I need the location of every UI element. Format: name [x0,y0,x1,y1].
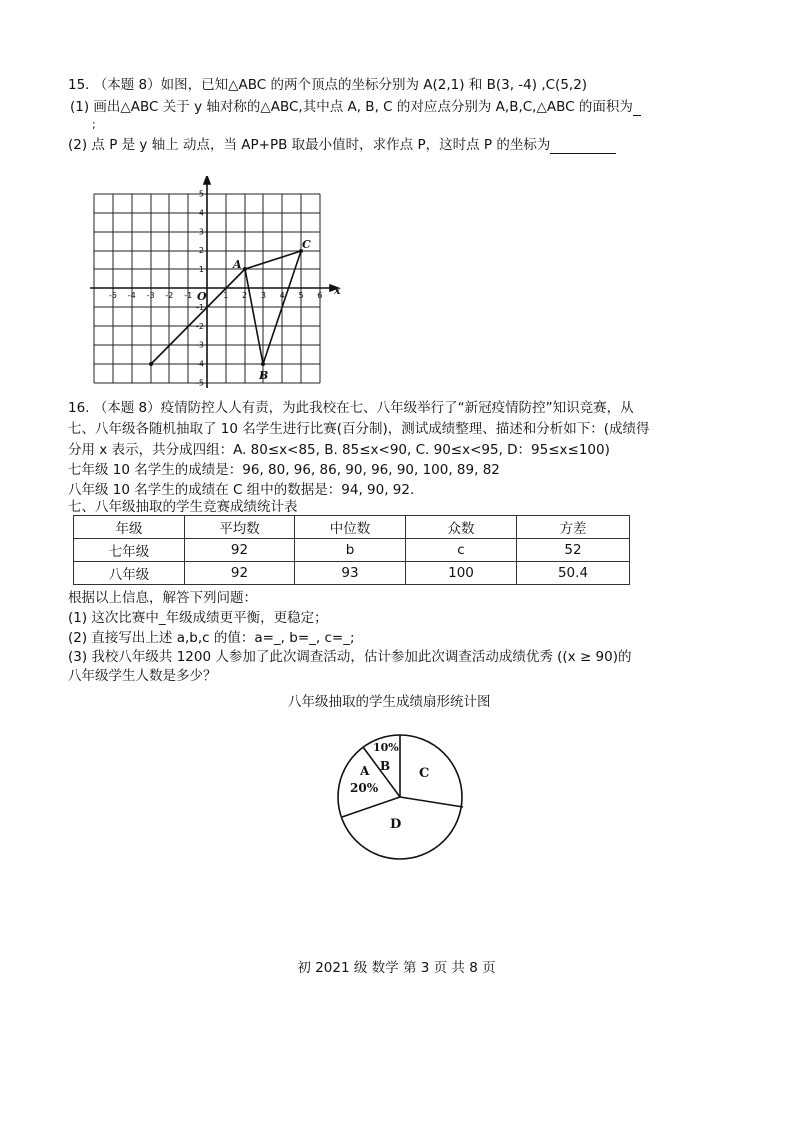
header-mode: 众数 [406,516,517,539]
label-c: C [302,238,311,251]
q15-part1-blank [633,101,641,116]
q15-part2 [68,136,616,154]
table-cell: 七年级 [74,539,185,562]
x-tick-label: 5 [298,291,304,300]
table-cell: 93 [295,562,406,585]
segment-ba [245,269,263,364]
table-row [74,539,630,562]
y-tick-label: 4 [198,208,204,218]
point-b [261,362,265,366]
header-mean: 平均数 [185,516,295,539]
point-a [243,267,247,271]
x-tick-label: -1 [184,291,193,300]
y-tick-label: -4 [196,359,204,369]
header-variance: 方差 [517,516,630,539]
y-tick-label: -5 [196,378,204,388]
x-tick-label: 3 [260,291,266,300]
label-b: B [259,369,269,382]
table-cell: 92 [185,539,295,562]
segment-ac [245,251,301,269]
table-cell: 100 [406,562,517,585]
q16-after5: 八年级学生人数是多少？ [68,668,217,684]
q15-part1-tail: ; [92,118,96,131]
q16-line2: 七、八年级各随机抽取了 10 名学生进行比赛(百分制)，测试成绩整理、描述和分析如下：(成绩得 [68,421,650,437]
table-header-row [74,516,630,539]
pie-label-b: B [380,759,391,773]
pie-label-c: C [419,766,430,781]
origin-label: O [197,290,207,303]
q16-after1: 根据以上信息，解答下列问题： [68,590,257,606]
q15-part1-text: (1) 画出△ABC 关于 y 轴对称的△ABC,其中点 A, B, C 的对应点分别为 A,B,C,△ABC 的面积为 [70,99,633,115]
x-tick-label: 2 [242,291,248,300]
pie-title: 八年级抽取的学生成绩扇形统计图 [288,694,491,710]
point-mirror [149,362,153,366]
y-tick-label: -3 [196,340,204,350]
x-tick-label: -3 [146,291,155,300]
q16-after4: (3) 我校八年级共 1200 人参加了此次调查活动，估计参加此次调查活动成绩优秀 ((x ≥ 90)的 [68,649,632,665]
q15-part1 [70,98,641,116]
x-tick-label: 4 [279,291,285,300]
q15-part2-blank [550,139,616,154]
q16-after2: (1) 这次比赛中_年级成绩更平衡，更稳定； [68,610,328,626]
score-stats-table [73,515,630,585]
q16-line5: 八年级 10 名学生的成绩在 C 组中的数据是：94, 90, 92. [68,482,415,498]
coordinate-grid-figure [88,176,344,390]
table-title: 七、八年级抽取的学生竞赛成绩统计表 [68,499,298,515]
pie-pct-b: 10% [373,741,399,754]
q15-stem: 15. （本题 8）如图，已知△ABC 的两个顶点的坐标分别为 A(2,1) 和 B(3, -4) ,C(5,2) [68,77,588,93]
x-tick-label: 1 [223,291,229,300]
table-cell: c [406,539,517,562]
q15-part2-text: (2) 点 P 是 y 轴上 动点，当 AP+PB 取最小值时，求作点 P，这时点 P 的坐标为 [68,137,551,153]
segment-a-to-mirror [151,269,248,364]
q16-line1: 16. （本题 8）疫情防控人人有责，为此我校在七、八年级举行了“新冠疫情防控”知识竞赛，从 [68,400,634,416]
y-tick-label: 1 [198,265,204,275]
q16-after3: (2) 直接写出上述 a,b,c 的值：a=_, b=_, c=_; [68,630,355,646]
y-tick-label: 5 [198,189,204,199]
table-cell: 50.4 [517,562,630,585]
y-tick-label: 3 [198,227,204,237]
pie-chart [330,727,470,867]
pie-label-a: A [360,764,370,778]
x-tick-label: -5 [109,291,117,300]
y-tick-label: -1 [196,302,204,312]
pie-label-d: D [390,817,402,832]
table-cell: 92 [185,562,295,585]
y-axis-arrow-icon [204,176,210,184]
table-cell: 八年级 [74,562,185,585]
x-axis-label: x [334,284,341,297]
y-tick-label: -2 [196,321,204,331]
x-tick-label: -2 [165,291,174,300]
q16-line4: 七年级 10 名学生的成绩是：96, 80, 96, 86, 90, 96, 90, 100, 89, 82 [68,462,500,478]
table-row [74,562,630,585]
x-tick-label: 6 [317,291,323,300]
q16-line3: 分用 x 表示，共分成四组：A. 80≤x<85, B. 85≤x<90, C. 90≤x<95, D：95≤x≤100) [68,442,610,458]
header-grade: 年级 [74,516,185,539]
table-cell: b [295,539,406,562]
y-tick-label: 2 [198,246,204,256]
label-a: A [233,258,242,271]
table-cell: 52 [517,539,630,562]
x-tick-label: -4 [127,291,136,300]
page-footer: 初 2021 级 数学 第 3 页 共 8 页 [297,960,496,976]
pie-pct-a: 20% [350,781,379,795]
header-median: 中位数 [295,516,406,539]
